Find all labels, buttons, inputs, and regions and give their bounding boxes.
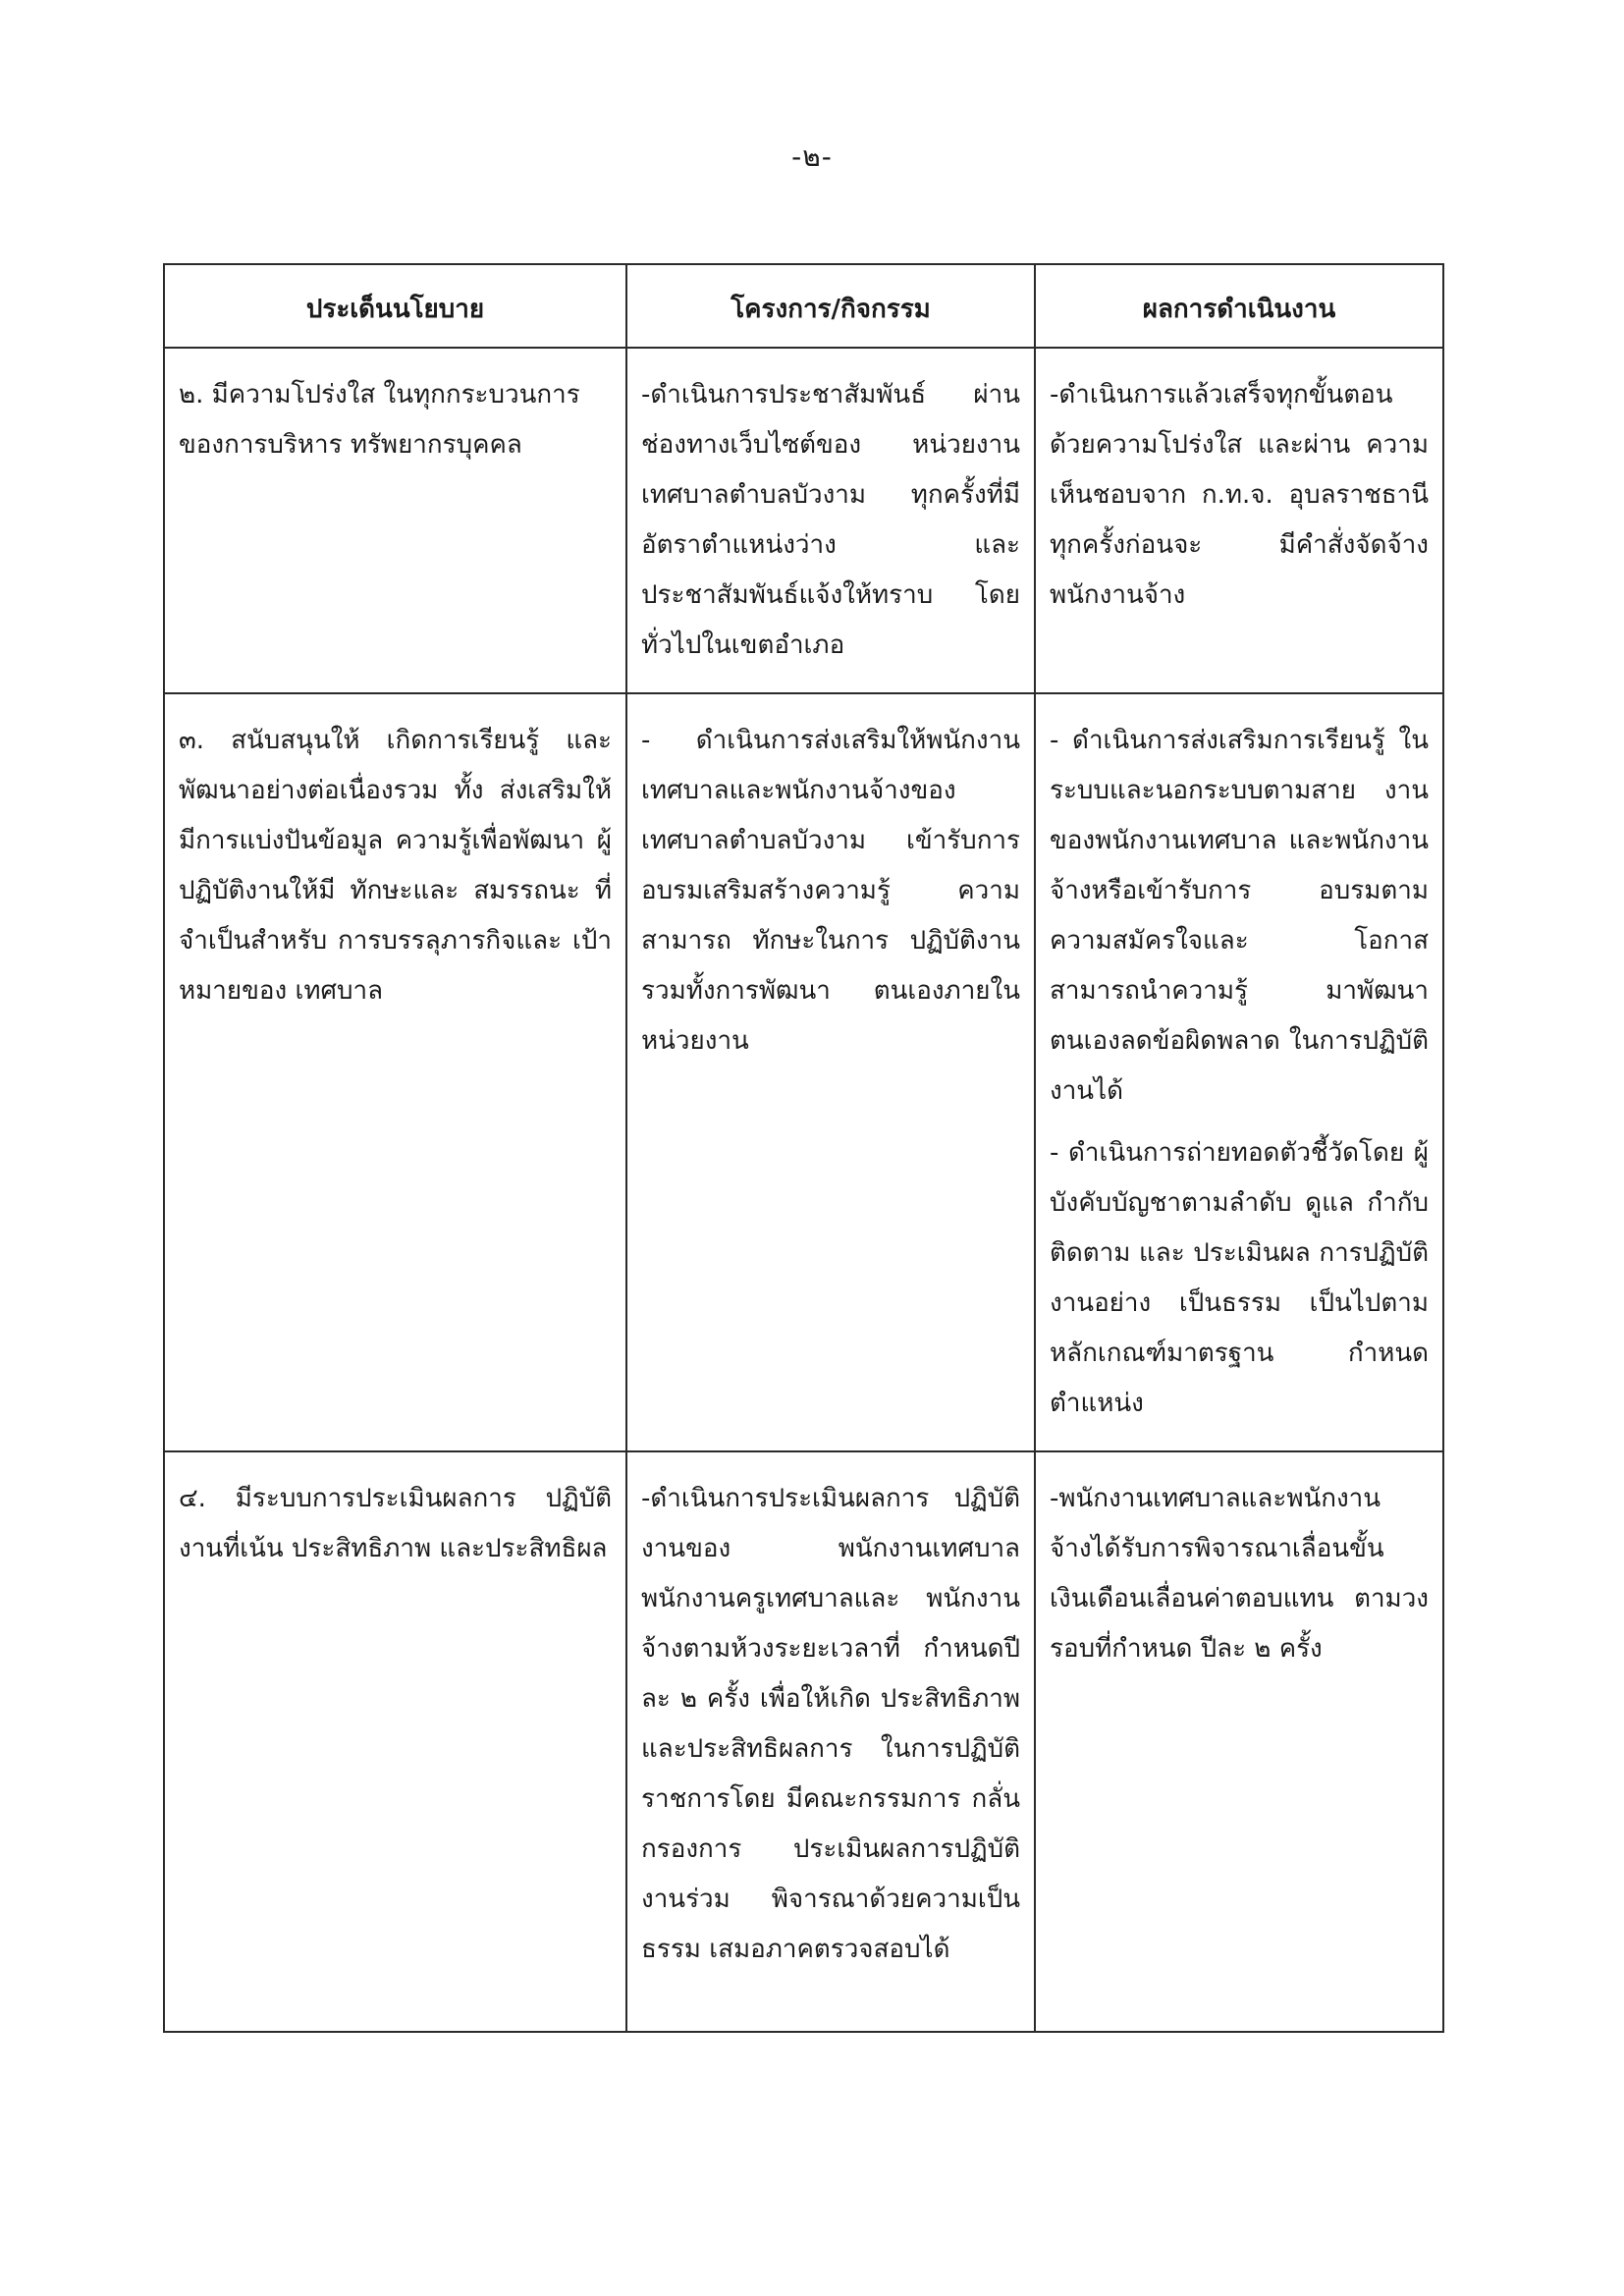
header-project-activity: โครงการ/กิจกรรม (626, 264, 1035, 348)
result-paragraph: - ดำเนินการส่งเสริมการเรียนรู้ ในระบบและนอกระบบตามสาย งานของพนักงานเทศบาล และพนักงานจ้างหรือเข้ารับการ อบรมตามความสมัครใจและ โอกาส สามารถนำความรู้ มาพัฒนา ตนเองลดข้อผิดพลาด ในการปฏิบัติงานได้ (1050, 726, 1429, 1106)
result-paragraph: -พนักงานเทศบาลและพนักงาน จ้างได้รับการพิจารณาเลื่อนขั้น เงินเดือนเลื่อนค่าตอบแทน ตามวงรอบที่กำหนด ปีละ ๒ ครั้ง (1050, 1484, 1429, 1664)
table-row (164, 693, 1443, 1451)
table-row (164, 348, 1443, 693)
table-header-row (164, 264, 1443, 348)
result-cell (1035, 1451, 1443, 2032)
project-cell: -ดำเนินการประเมินผลการ ปฏิบัติงานของ พนักงานเทศบาล พนักงานครูเทศบาลและ พนักงานจ้างตามห้วงระยะเวลาที่ กำหนดปีละ ๒ ครั้ง เพื่อให้เกิด ประสิทธิภาพและประสิทธิผลการ ในการปฏิบัติราชการโดย มีคณะกรรมการ กลั่นกรองการ ประเมินผลการปฏิบัติงานร่วม พิจารณาด้วยความเป็นธรรม เสมอภาคตรวจสอบได้ (626, 1451, 1035, 2032)
result-paragraph: -ดำเนินการแล้วเสร็จทุกขั้นตอน ด้วยความโปร่งใส และผ่าน ความ เห็นชอบจาก ก.ท.จ. อุบลราชธานี ทุกครั้งก่อนจะ มีคำสั่งจัดจ้าง พนักงานจ้าง (1050, 380, 1429, 610)
policy-cell: ๒. มีความโปร่งใส ในทุกกระบวนการ ของการบริหาร ทรัพยากรบุคคล (164, 348, 626, 693)
result-cell (1035, 348, 1443, 693)
result-cell (1035, 693, 1443, 1451)
project-cell: - ดำเนินการส่งเสริมให้พนักงาน เทศบาลและพนักงานจ้างของ เทศบาลตำบลบัวงาม เข้ารับการอบรมเสริมสร้างความรู้ ความสามารถ ทักษะในการ ปฏิบัติงานรวมทั้งการพัฒนา ตนเองภายในหน่วยงาน (626, 693, 1035, 1451)
policy-cell: ๔. มีระบบการประเมินผลการ ปฏิบัติงานที่เน้น ประสิทธิภาพ และประสิทธิผล (164, 1451, 626, 2032)
policy-cell: ๓. สนับสนุนให้ เกิดการเรียนรู้ และพัฒนาอย่างต่อเนื่องรวม ทั้ง ส่งเสริมให้มีการแบ่งปันข้อมูล ความรู้เพื่อพัฒนา ผู้ปฏิบัติงานให้มี ทักษะและ สมรรถนะ ที่จำเป็นสำหรับ การบรรลุภารกิจและ เป้าหมายของ เทศบาล (164, 693, 626, 1451)
policy-table (163, 263, 1444, 2033)
header-policy-issue: ประเด็นนโยบาย (164, 264, 626, 348)
project-cell: -ดำเนินการประชาสัมพันธ์ ผ่านช่องทางเว็บไซต์ของ หน่วยงานเทศบาลตำบลบัวงาม ทุกครั้งที่มีอัตราตำแหน่งว่าง และ ประชาสัมพันธ์แจ้งให้ทราบ โดยทั่วไปในเขตอำเภอ (626, 348, 1035, 693)
result-paragraph: - ดำเนินการถ่ายทอดตัวชี้วัดโดย ผู้บังคับบัญชาตามลำดับ ดูแล กำกับ ติดตาม และ ประเมินผล การปฏิบัติงานอย่าง เป็นธรรม เป็นไปตามหลักเกณฑ์มาตรฐาน กำหนดตำแหน่ง (1050, 1138, 1429, 1418)
table-row (164, 1451, 1443, 2032)
header-performance-result: ผลการดำเนินงาน (1035, 264, 1443, 348)
page-number: -๒- (791, 140, 833, 173)
